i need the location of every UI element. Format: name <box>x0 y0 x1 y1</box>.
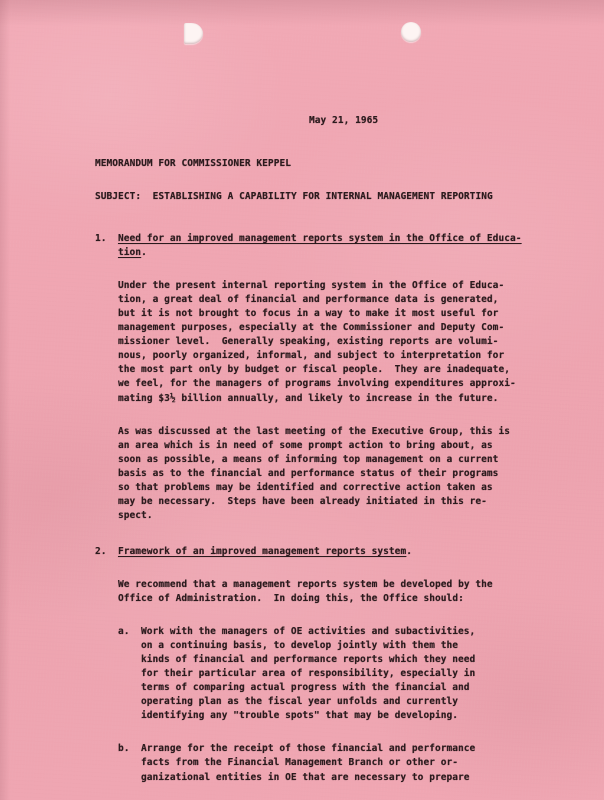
item-line: on a continuing basis, to develop jointly with them the <box>141 640 459 652</box>
body-line: nous, poorly organized, informal, and subject to interpretation for <box>118 350 505 362</box>
document-date: May 21, 1965 <box>309 115 379 126</box>
scan-left-shadow <box>0 0 10 800</box>
item-line: ganizational entities in OE that are necessary to prepare <box>141 771 470 783</box>
scan-top-shadow <box>0 0 604 26</box>
body-line: so that problems may be identified and corrective action taken as <box>118 481 493 493</box>
subject-line: SUBJECT: ESTABLISHING A CAPABILITY FOR INTERNAL MANAGEMENT REPORTING <box>95 191 493 202</box>
body-line: Office of Administration. In doing this, the Office should: <box>118 593 464 604</box>
body-line: spect. <box>118 509 153 521</box>
item-line: operating plan as the fiscal year unfolds and currently <box>141 696 459 708</box>
body-line: we feel, for the managers of programs involving expenditures approxi- <box>118 378 516 390</box>
item-letter: b. <box>118 743 130 755</box>
section-heading-line <box>118 246 147 260</box>
body-line: missioner level. Generally speaking, existing reports are volumi- <box>118 336 499 348</box>
body-line: but it is not brought to focus in a way to make it most useful for <box>118 308 499 320</box>
item-line: terms of comparing actual progress with the financial and <box>141 682 470 694</box>
body-line: may be necessary. Steps have been already initiated in this re- <box>118 495 487 507</box>
section-heading-period: . <box>141 247 147 259</box>
item-line: facts from the Financial Management Branch or other or- <box>141 757 459 769</box>
item-line: Work with the managers of OE activities and subactivities, <box>141 626 476 638</box>
punch-hole-right <box>401 22 421 42</box>
body-line: an area which is in need of some prompt action to bring about, as <box>118 439 493 451</box>
body-line: tion, a great deal of financial and performance data is generated, <box>118 294 499 306</box>
section-heading-text: Need for an improved management reports system in the Office of Educa- <box>118 233 522 244</box>
section-heading-text: Framework of an improved management reports system <box>118 545 407 557</box>
body-line: basis as to the financial and performance status of their programs <box>118 467 499 479</box>
item-line: identifying any "trouble spots" that may be developing. <box>141 710 459 722</box>
body-line: We recommend that a management reports system be developed by the <box>118 578 493 590</box>
section-heading-text: tion <box>118 247 142 259</box>
item-line: kinds of financial and performance reports which they need <box>141 654 476 666</box>
body-line: management purposes, especially at the Commissioner and Deputy Com- <box>118 322 505 334</box>
section-heading-period: . <box>406 545 412 557</box>
section-heading-line <box>118 545 412 559</box>
body-line: mating $3½ billion annually, and likely to increase in the future. <box>118 392 499 404</box>
section-heading-line <box>118 232 522 246</box>
item-line: for their particular area of responsibility, especially in <box>141 668 476 680</box>
section-number: 2. <box>95 545 107 557</box>
body-line: Under the present internal reporting system in the Office of Educa- <box>118 280 505 292</box>
memorandum-addressee: MEMORANDUM FOR COMMISSIONER KEPPEL <box>95 158 291 169</box>
section-number: 1. <box>95 233 107 244</box>
body-line: soon as possible, a means of informing top management on a current <box>118 453 499 465</box>
body-line: As was discussed at the last meeting of the Executive Group, this is <box>118 425 510 437</box>
body-line: the most part only by budget or fiscal people. They are inadequate, <box>118 364 510 376</box>
item-letter: a. <box>118 626 130 638</box>
punch-hole-left <box>184 23 203 44</box>
item-line: Arrange for the receipt of those financial and performance <box>141 743 476 755</box>
